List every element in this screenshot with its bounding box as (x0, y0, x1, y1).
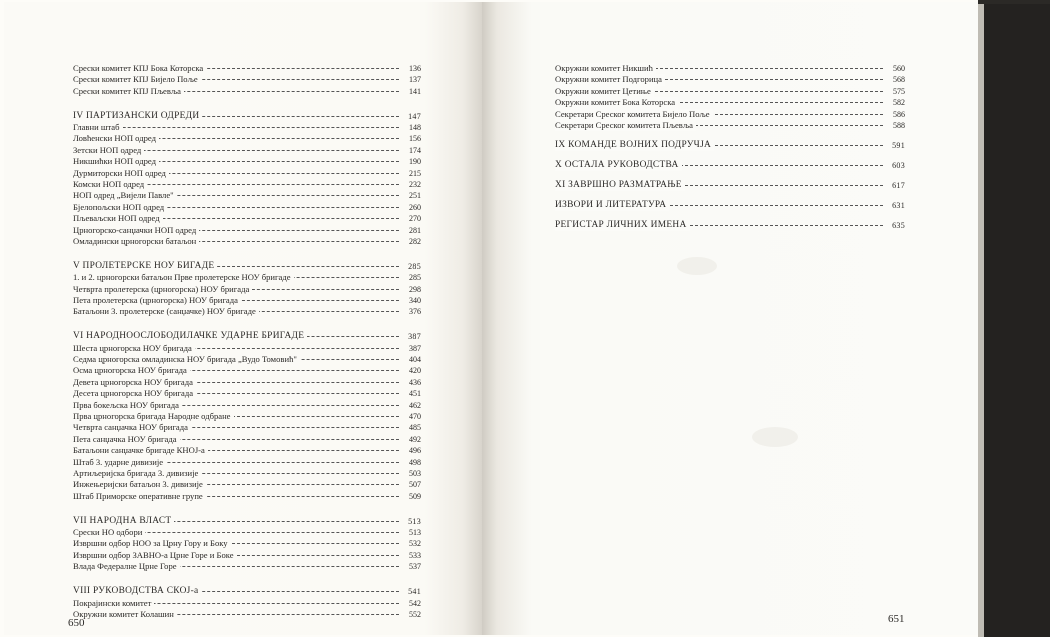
toc-entry-title: Пета пролетерска (црногорска) НОУ бригада (73, 295, 241, 306)
toc-spacer (73, 573, 421, 587)
toc-spacer (73, 97, 421, 111)
toc-entry (73, 225, 421, 236)
toc-entry (73, 377, 421, 388)
toc-entry-page-number: 298 (409, 284, 421, 294)
toc-entry (73, 457, 421, 468)
toc-entry-page-number: 496 (409, 446, 421, 456)
toc-entry-title: Срески комитет КПЈ Бијело Поље (73, 74, 201, 85)
toc-entry (73, 422, 421, 433)
toc-entry-page-number: 270 (409, 214, 421, 224)
toc-entry-page-number: 404 (409, 355, 421, 365)
toc-section-heading (73, 586, 421, 597)
toc-entry (73, 202, 421, 213)
toc-entry (73, 122, 421, 133)
toc-entry-page-number: 603 (892, 160, 905, 170)
toc-section-heading (555, 220, 905, 232)
toc-entry-title: Окружни комитет Бока Которска (555, 97, 678, 108)
table-of-contents-right (555, 63, 905, 231)
toc-entry (73, 179, 421, 190)
toc-entry-page-number: 532 (409, 539, 421, 549)
toc-entry (73, 145, 421, 156)
paper-stain (677, 257, 717, 275)
scan-background (984, 0, 1050, 637)
toc-entry (73, 236, 421, 247)
toc-entry-page-number: 509 (409, 491, 421, 501)
toc-entry (73, 63, 421, 74)
toc-entry-title: Пета санџачка НОУ бригада (73, 434, 180, 445)
toc-entry-title: Окружни комитет Подгорица (555, 74, 665, 85)
toc-spacer (73, 247, 421, 261)
toc-entry-title: Срески НО одбори (73, 527, 145, 538)
toc-entry (73, 400, 421, 411)
toc-entry-page-number: 387 (409, 343, 421, 353)
toc-entry-page-number: 190 (409, 157, 421, 167)
toc-entry-page-number: 420 (409, 366, 421, 376)
toc-entry-page-number: 591 (892, 140, 905, 150)
toc-entry-title: ИЗВОРИ И ЛИТЕРАТУРА (555, 200, 669, 211)
toc-entry (73, 213, 421, 224)
paper-stain (752, 427, 798, 447)
toc-entry-title: V ПРОЛЕТЕРСКЕ НОУ БИГАДЕ (73, 261, 217, 272)
toc-entry-page-number: 232 (409, 180, 421, 190)
toc-entry-title: X ОСТАЛА РУКОВОДСТВА (555, 160, 682, 171)
toc-entry (73, 354, 421, 365)
page-number-left: 650 (68, 617, 85, 629)
toc-entry-title: Батаљони санџачке бригаде КНОЈ-а (73, 445, 208, 456)
toc-entry (555, 97, 905, 108)
toc-entry-title: Четврта пролетерска (црногорска) НОУ бригада (73, 284, 252, 295)
toc-entry-page-number: 156 (409, 134, 421, 144)
toc-entry-title: VIII РУКОВОДСТВА СКОЈ-а (73, 586, 201, 597)
toc-entry-title: IV ПАРТИЗАНСКИ ОДРЕДИ (73, 111, 202, 122)
toc-entry (73, 468, 421, 479)
toc-entry (73, 479, 421, 490)
right-page (482, 2, 978, 635)
left-page (4, 2, 482, 635)
toc-entry-page-number: 148 (409, 123, 421, 133)
toc-entry (73, 365, 421, 376)
toc-entry-page-number: 586 (893, 109, 905, 119)
toc-entry-page-number: 174 (409, 145, 421, 155)
toc-entry-title: Прва црногорска бригада Народне одбране (73, 411, 234, 422)
toc-entry-title: НОП одред „Вијели Павле" (73, 190, 177, 201)
toc-entry-title: XI ЗАВРШНО РАЗМАТРАЊЕ (555, 180, 685, 191)
toc-entry-page-number: 552 (409, 609, 421, 619)
toc-entry-page-number: 387 (408, 332, 421, 342)
toc-entry-title: Окружни комитет Цетиње (555, 86, 654, 97)
toc-spacer (555, 151, 905, 159)
toc-entry-page-number: 141 (409, 86, 421, 96)
toc-entry-title: Десета црногорска НОУ бригада (73, 388, 196, 399)
toc-entry-title: Омладински црногорски батаљон (73, 236, 199, 247)
toc-entry-page-number: 492 (409, 434, 421, 444)
toc-entry-title: Штаб 3. ударне дивизије (73, 457, 166, 468)
toc-entry-page-number: 260 (409, 202, 421, 212)
table-of-contents-left (73, 63, 421, 620)
toc-entry-page-number: 513 (409, 528, 421, 538)
toc-entry (73, 284, 421, 295)
toc-entry-title: Окружни комитет Колашин (73, 609, 177, 620)
toc-entry-page-number: 147 (408, 111, 421, 121)
toc-entry-title: Извршни одбор ЗАВНО-а Црне Горе и Боке (73, 550, 237, 561)
toc-entry-title: IX КОМАНДЕ ВОЈНИХ ПОДРУЧЈА (555, 140, 714, 151)
toc-entry (555, 109, 905, 120)
toc-entry-page-number: 503 (409, 469, 421, 478)
toc-entry (73, 86, 421, 97)
toc-entry-page-number: 542 (409, 598, 421, 608)
toc-entry-page-number: 215 (409, 168, 421, 178)
toc-entry (555, 63, 905, 74)
toc-entry-title: Никшићки НОП одред (73, 156, 159, 167)
toc-entry (73, 74, 421, 85)
toc-entry (73, 295, 421, 306)
toc-section-heading (555, 200, 905, 212)
toc-entry (73, 156, 421, 167)
toc-spacer (555, 211, 905, 219)
toc-entry-title: Дурмиторски НОП одред (73, 168, 169, 179)
toc-entry (73, 491, 421, 502)
toc-entry-page-number: 582 (893, 98, 905, 108)
toc-entry-title: Ловћенски НОП одред (73, 133, 159, 144)
toc-entry-page-number: 575 (893, 86, 905, 96)
toc-entry-title: Штаб Приморске оперативне групе (73, 491, 206, 502)
toc-entry-page-number: 436 (409, 377, 421, 387)
toc-entry-title: 1. и 2. црногорски батаљон Прве пролетерске НОУ бригаде (73, 272, 294, 283)
toc-entry-title: VII НАРОДНА ВЛАСТ (73, 516, 174, 527)
toc-spacer (73, 318, 421, 332)
toc-entry-title: Седма црногорска омладинска НОУ бригада „Вудо Томовић" (73, 354, 300, 365)
toc-section-heading (73, 516, 421, 527)
toc-entry (555, 74, 905, 85)
toc-entry (73, 272, 421, 283)
toc-entry-page-number: 560 (893, 64, 905, 73)
toc-spacer (73, 502, 421, 516)
toc-entry-page-number: 451 (409, 389, 421, 399)
toc-entry-page-number: 541 (408, 587, 421, 597)
toc-entry-title: VI НАРОДНООСЛОБОДИЛАЧКЕ УДАРНЕ БРИГАДЕ (73, 331, 307, 342)
toc-spacer (555, 131, 905, 139)
toc-entry (73, 411, 421, 422)
toc-section-heading (555, 140, 905, 152)
page-number-right: 651 (888, 613, 905, 625)
toc-entry (73, 550, 421, 561)
toc-entry-title: Секретари Среског комитета Пљевља (555, 120, 696, 131)
toc-entry-page-number: 498 (409, 457, 421, 467)
toc-entry (73, 609, 421, 620)
toc-entry-page-number: 485 (409, 423, 421, 433)
toc-entry-page-number: 513 (408, 516, 421, 526)
toc-entry-page-number: 631 (892, 200, 905, 210)
toc-entry-page-number: 533 (409, 550, 421, 560)
toc-entry-title: Црногорско-санџачки НОП одред (73, 225, 199, 236)
toc-entry-page-number: 136 (409, 64, 421, 73)
toc-entry-page-number: 281 (409, 225, 421, 235)
toc-entry-page-number: 462 (409, 400, 421, 410)
toc-entry-page-number: 568 (893, 75, 905, 85)
toc-spacer (555, 191, 905, 199)
toc-section-heading (555, 160, 905, 172)
toc-entry (73, 343, 421, 354)
toc-entry-title: Комски НОП одред (73, 179, 147, 190)
toc-entry-title: Бјелопољски НОП одред (73, 202, 167, 213)
toc-entry-page-number: 376 (409, 307, 421, 317)
toc-entry-title: Пљеваљски НОП одред (73, 213, 163, 224)
toc-entry-title: Срески комитет КПЈ Пљевља (73, 86, 184, 97)
toc-entry-title: Окружни комитет Никшић (555, 63, 656, 74)
toc-entry-page-number: 470 (409, 412, 421, 422)
toc-entry-title: Зетски НОП одред (73, 145, 144, 156)
toc-section-heading (73, 261, 421, 272)
toc-entry-page-number: 617 (892, 180, 905, 190)
toc-entry-title: Секретари Среског комитета Бијело Поље (555, 109, 713, 120)
toc-section-heading (555, 180, 905, 192)
toc-entry (73, 445, 421, 456)
toc-entry-title: Девета црногорска НОУ бригада (73, 377, 196, 388)
toc-entry (73, 133, 421, 144)
scan-background-top (978, 0, 1050, 4)
toc-entry (73, 388, 421, 399)
toc-entry (73, 434, 421, 445)
toc-entry (73, 306, 421, 317)
toc-spacer (555, 171, 905, 179)
toc-entry-page-number: 285 (408, 261, 421, 271)
toc-section-heading (73, 331, 421, 342)
toc-entry-title: Влада Федералне Црне Горе (73, 561, 180, 572)
toc-entry-title: Прва бокељска НОУ бригада (73, 400, 182, 411)
toc-entry-page-number: 507 (409, 480, 421, 490)
toc-entry-title: Срески комитет КПЈ Бока Которска (73, 63, 206, 74)
toc-entry-title: Извршни одбор НОО за Црну Гору и Боку (73, 538, 231, 549)
toc-entry-title: Инжењеријски батаљон 3. дивизије (73, 479, 206, 490)
toc-entry (555, 86, 905, 97)
toc-entry-title: Четврта санџачка НОУ бригада (73, 422, 191, 433)
toc-section-heading (73, 111, 421, 122)
toc-entry (73, 168, 421, 179)
toc-entry-page-number: 282 (409, 236, 421, 246)
toc-entry-title: Покрајински комитет (73, 598, 154, 609)
toc-entry (73, 561, 421, 572)
toc-entry (73, 190, 421, 201)
toc-entry-title: Осма црногорска НОУ бригада (73, 365, 190, 376)
toc-entry-title: Шеста црногорска НОУ бригада (73, 343, 195, 354)
toc-entry-title: Батаљони 3. пролетерске (санџачке) НОУ бригаде (73, 306, 259, 317)
toc-entry-title: РЕГИСТАР ЛИЧНИХ ИМЕНА (555, 220, 690, 231)
toc-entry-title: Главни штаб (73, 122, 123, 133)
toc-entry-page-number: 588 (893, 120, 905, 130)
toc-entry (73, 538, 421, 549)
toc-entry-page-number: 251 (409, 191, 421, 201)
toc-entry (73, 527, 421, 538)
toc-entry (555, 120, 905, 131)
toc-entry-title: Артиљеријска бригада 3. дивизије (73, 468, 201, 479)
toc-entry-page-number: 137 (409, 75, 421, 85)
toc-entry (73, 598, 421, 609)
toc-entry-page-number: 340 (409, 296, 421, 306)
toc-entry-page-number: 285 (409, 273, 421, 283)
toc-entry-page-number: 635 (892, 220, 905, 230)
toc-entry-page-number: 537 (409, 562, 421, 572)
